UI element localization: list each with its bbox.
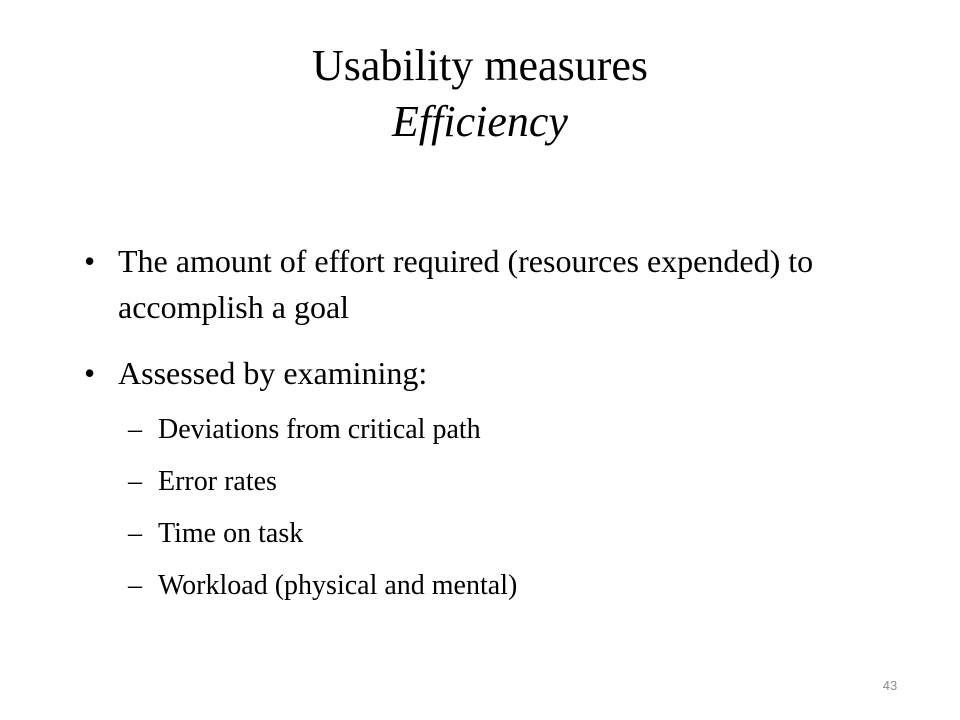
sub-bullet-marker: –: [128, 414, 142, 445]
bullet-marker: •: [84, 355, 96, 391]
sub-bullet-marker: –: [128, 570, 142, 601]
bullet-text: The amount of effort required (resources expended) to accomplish a goal: [118, 243, 814, 325]
sub-bullet-text: Workload (physical and mental): [158, 570, 518, 601]
sub-bullet-item: [128, 464, 888, 500]
slide-title-block: [0, 38, 960, 150]
sub-bullet-text: Error rates: [158, 466, 277, 497]
sub-bullet-item: [128, 516, 888, 552]
bullet-item: [84, 350, 884, 396]
sub-bullet-item: [128, 568, 888, 604]
sub-bullet-marker: –: [128, 518, 142, 549]
sub-bullet-item: [128, 412, 888, 448]
sub-bullet-text: Deviations from critical path: [158, 414, 481, 445]
bullet-marker: •: [84, 243, 96, 279]
bullet-text: Assessed by examining:: [118, 355, 428, 391]
page-number: 43: [882, 678, 898, 693]
slide-subtitle: Efficiency: [392, 97, 568, 146]
sub-bullet-marker: –: [128, 466, 142, 497]
slide-title: Usability measures: [311, 41, 649, 90]
bullet-item: [84, 238, 884, 330]
sub-bullet-text: Time on task: [158, 518, 304, 549]
